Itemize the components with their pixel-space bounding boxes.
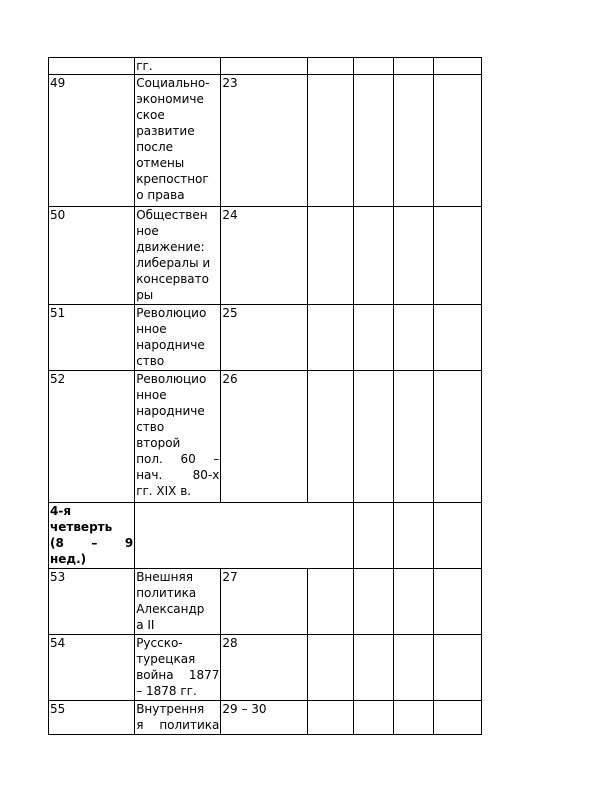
empty-cell — [353, 371, 393, 503]
quarter-label-line: нед.) — [50, 552, 87, 566]
empty-cell — [433, 305, 481, 371]
hours-cell: 28 — [221, 635, 307, 701]
quarter-row — [49, 503, 482, 569]
empty-cell — [393, 701, 433, 735]
topic-line: Обществен — [136, 208, 208, 222]
empty-cell — [307, 58, 353, 75]
empty-cell — [393, 371, 433, 503]
topic-line: Революцио — [136, 306, 207, 320]
topic-line: движение: — [136, 240, 205, 254]
topic-line: я политика — [136, 718, 220, 732]
lesson-topic-cell — [135, 701, 221, 735]
empty-cell — [307, 371, 353, 503]
lesson-number-cell: 51 — [49, 305, 135, 371]
empty-cell — [433, 635, 481, 701]
empty-cell — [433, 569, 481, 635]
lesson-number-cell — [49, 58, 135, 75]
empty-cell — [393, 503, 433, 569]
empty-cell — [393, 305, 433, 371]
hours-cell — [221, 58, 307, 75]
hours-cell: 29 – 30 — [221, 701, 307, 735]
topic-line: народниче — [136, 338, 205, 352]
topic-line: экономиче — [136, 92, 204, 106]
empty-cell — [307, 569, 353, 635]
topic-line: нное — [136, 388, 167, 402]
topic-line: гг. — [136, 59, 153, 73]
empty-cell — [393, 58, 433, 75]
lesson-number-cell: 54 — [49, 635, 135, 701]
empty-cell — [433, 207, 481, 305]
topic-line: ство — [136, 420, 165, 434]
empty-cell — [353, 305, 393, 371]
lesson-topic-cell — [135, 305, 221, 371]
topic-line: либералы и — [136, 256, 211, 270]
lesson-number-cell: 53 — [49, 569, 135, 635]
table-row — [49, 635, 482, 701]
empty-cell — [433, 75, 481, 207]
lesson-plan-table — [48, 57, 482, 735]
empty-cell — [433, 503, 481, 569]
quarter-label-cell — [49, 503, 135, 569]
table-row — [49, 305, 482, 371]
empty-cell — [353, 635, 393, 701]
lesson-topic-cell — [135, 371, 221, 503]
empty-cell — [307, 207, 353, 305]
table-row — [49, 371, 482, 503]
topic-line: ское — [136, 108, 165, 122]
topic-line: Внешняя — [136, 570, 193, 584]
empty-cell — [307, 701, 353, 735]
quarter-label-line: четверть — [50, 520, 113, 534]
empty-cell — [353, 207, 393, 305]
empty-cell — [393, 569, 433, 635]
merged-empty-cell — [135, 503, 353, 569]
lesson-topic-cell — [135, 635, 221, 701]
empty-cell — [393, 75, 433, 207]
empty-cell — [307, 75, 353, 207]
table-row — [49, 701, 482, 735]
hours-cell: 25 — [221, 305, 307, 371]
empty-cell — [433, 371, 481, 503]
hours-cell: 24 — [221, 207, 307, 305]
lesson-topic-cell — [135, 569, 221, 635]
lesson-topic-cell — [135, 58, 221, 75]
topic-line: а II — [136, 618, 155, 632]
topic-line: нач. 80-х — [136, 468, 220, 482]
table-row — [49, 569, 482, 635]
topic-line: о права — [136, 188, 185, 202]
topic-line: развитие — [136, 124, 195, 138]
topic-line: турецкая — [136, 652, 196, 666]
topic-line: консервато — [136, 272, 209, 286]
empty-cell — [353, 75, 393, 207]
lesson-topic-cell — [135, 207, 221, 305]
topic-line: Александр — [136, 602, 205, 616]
empty-cell — [353, 569, 393, 635]
lesson-topic-cell — [135, 75, 221, 207]
empty-cell — [307, 305, 353, 371]
hours-cell: 26 — [221, 371, 307, 503]
topic-line: пол. 60 – — [136, 452, 220, 466]
empty-cell — [393, 635, 433, 701]
lesson-number-cell: 55 — [49, 701, 135, 735]
topic-line: крепостног — [136, 172, 209, 186]
topic-line: отмены — [136, 156, 185, 170]
topic-line: Русско- — [136, 636, 183, 650]
topic-line: – 1878 гг. — [136, 684, 197, 698]
topic-line: война 1877 — [136, 668, 220, 682]
topic-line: ство — [136, 354, 165, 368]
empty-cell — [433, 58, 481, 75]
empty-cell — [353, 503, 393, 569]
topic-line: Социально- — [136, 76, 210, 90]
quarter-label-line: (8 – 9 — [50, 536, 134, 550]
lesson-number-cell: 50 — [49, 207, 135, 305]
topic-line: гг. XIX в. — [136, 484, 192, 498]
empty-cell — [353, 701, 393, 735]
topic-line: ры — [136, 288, 154, 302]
quarter-label-line: 4-я — [50, 504, 72, 518]
topic-line: Революцио — [136, 372, 207, 386]
lesson-number-cell: 52 — [49, 371, 135, 503]
table-row — [49, 207, 482, 305]
empty-cell — [393, 207, 433, 305]
topic-line: нное — [136, 322, 167, 336]
topic-line: после — [136, 140, 174, 154]
topic-line: политика — [136, 586, 197, 600]
empty-cell — [307, 635, 353, 701]
lesson-number-cell: 49 — [49, 75, 135, 207]
table-row — [49, 58, 482, 75]
topic-line: Внутрення — [136, 702, 205, 716]
topic-line: второй — [136, 436, 181, 450]
topic-line: ное — [136, 224, 159, 238]
empty-cell — [353, 58, 393, 75]
hours-cell: 27 — [221, 569, 307, 635]
table-row — [49, 75, 482, 207]
topic-line: народниче — [136, 404, 205, 418]
hours-cell: 23 — [221, 75, 307, 207]
empty-cell — [433, 701, 481, 735]
